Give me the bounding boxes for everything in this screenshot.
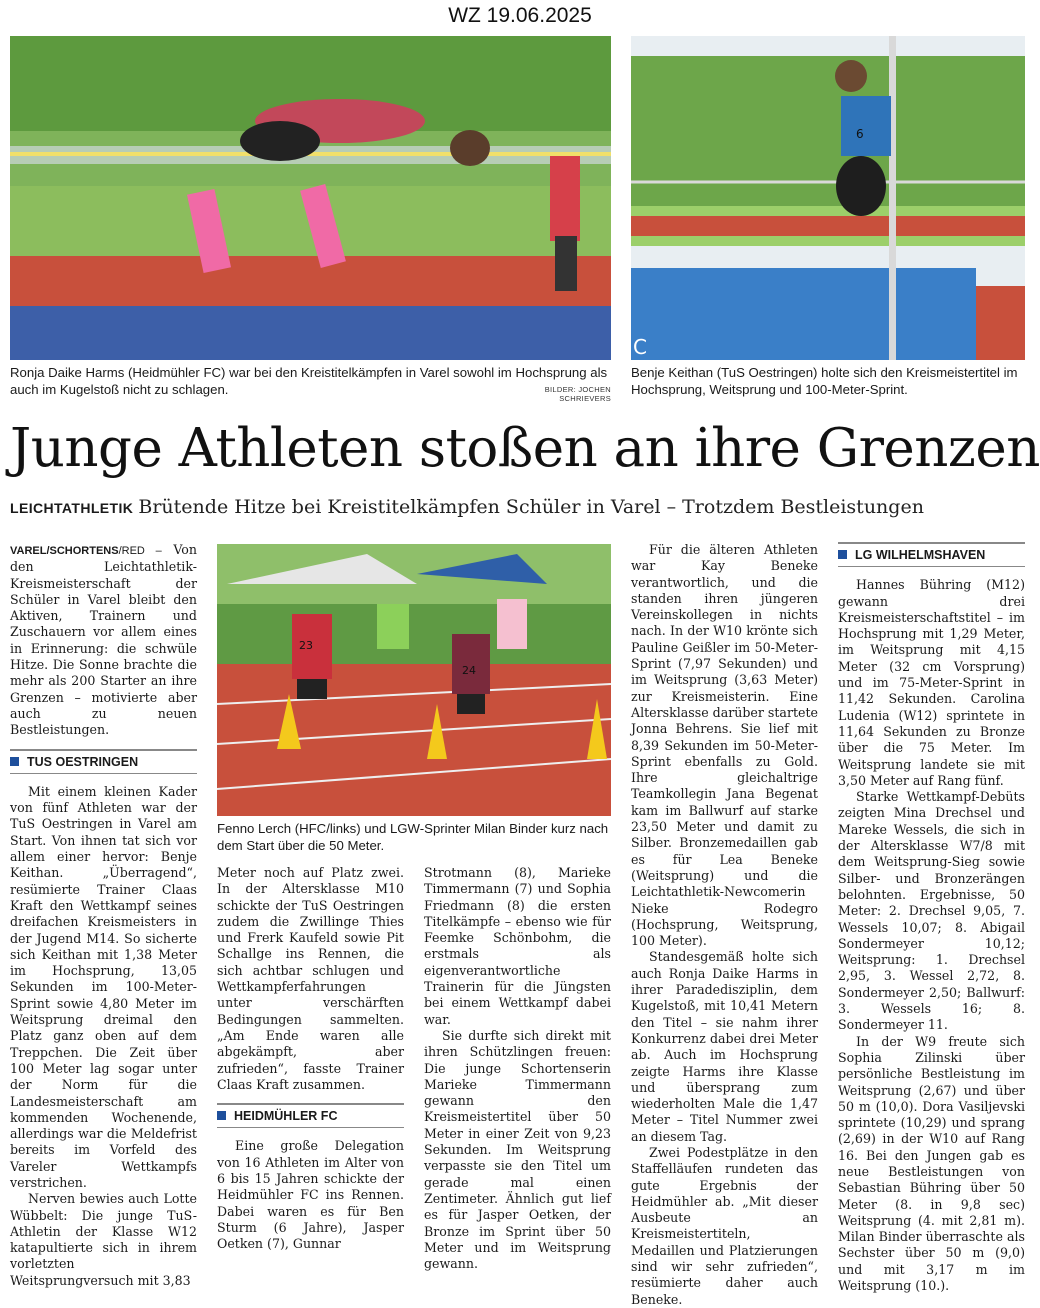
photo-2-mat-mark: C [633, 335, 647, 359]
section-heading-text: TUS OESTRINGEN [27, 754, 139, 769]
photo-high-jump-keithan [631, 36, 1025, 360]
section-marker-icon [217, 1111, 226, 1120]
article-column-1 [10, 542, 197, 1289]
section-heading-lg-wilhelmshaven [838, 542, 1025, 567]
photo-1-caption-text: Ronja Daike Harms (Heidmühler FC) war bei den Kreistitelkämpfen in Varel sowohl im Hochsprung als auch im Kugelstoß nicht zu schlagen. [10, 365, 608, 397]
photo-sprint-start-image [217, 544, 611, 816]
paragraph: Für die älteren Athleten war Kay Beneke verantwortlich, und die standen ihren jüngeren Vereinskollegen in nichts nach. In der W10 krönte sich Pauline Geißler im 50-Meter-Sprint (7,97 Sekunden) und im Weitsprung (3,63 Meter) zur Kreismeisterin. Eine Altersklasse darüber startete Jonna Behrens. Sie lief mit 8,39 Sekunden im 50-Meter-Sprint ebenfalls zu Gold. Ihre gleichaltrige Teamkollegin Jana Begenat kam im Ballwurf auf starke 23,50 Meter und damit zu Silber. Bronzemedaillen gab es für Lea Beneke (Weitsprung) und die Leichtathletik-Newcomerin Nieke Rodegro (Hochsprung, Weitsprung, 100 Meter). [631, 542, 818, 949]
photo-3-bib-left: 23 [299, 639, 313, 652]
paragraph: Nerven bewies auch Lotte Wübbelt: Die junge TuS-Athletin der Klasse W12 katapultierte sich in ihrem vorletzten Weitsprungversuch mit 3,83 [10, 1191, 197, 1288]
photo-3-caption [217, 820, 611, 854]
article-subtitle: Brütende Hitze bei Kreistitelkämpfen Schüler in Varel – Trotzdem Bestleistungen [138, 496, 924, 518]
photo-sprint-start [217, 544, 611, 816]
photo-credit: BILDER: JOCHEN SCHRIEVERS [544, 385, 611, 403]
paragraph: Starke Wettkampf-Debüts zeigten Mina Drechsel und Mareke Wessels, die sich in der Altersklasse W7/8 mit dem Weitsprung-Sieg sowie Silber- und Bronzerängen belohnten. Ergebnisse, 50 Meter: 2. Drechsel 9,05, 7. Wessels 10,07; 8. Abigail Sondermeyer 10,12; Weitsprung: 1. Drechsel 2,95, 3. Wessel 2,72, 8. Sondermeyer 2,50; Ballwurf: 3. Wessels 16; 8. Sondermeyer 11. [838, 789, 1025, 1033]
paragraph: Standesgemäß holte sich auch Ronja Daike Harms in ihrer Paradedisziplin, dem Kugelstoß, mit 10,41 Metern den Titel – sie nahm ihrer Konkurrenz dabei drei Meter ab. Auch im Hochsprung zeigte Harms ihre Klasse und übersprang zum wiederholten Male die 1,47 Meter – Titel Nummer zwei an diesem Tag. [631, 949, 818, 1144]
photo-high-jump-harms-image [10, 36, 611, 360]
photo-3-bib-right: 24 [462, 664, 476, 677]
photo-3-caption-text: Fenno Lerch (HFC/links) und LGW-Sprinter Milan Binder kurz nach dem Start über die 50 Meter. [217, 821, 609, 853]
article-subline [10, 496, 1030, 518]
section-heading-heidmuehler-fc [217, 1103, 404, 1128]
paragraph: Strotmann (8), Marieke Timmermann (7) und Sophia Friedmann (8) die ersten Titelkämpfe – ebenso wie für Feemke Schönbohm, die erstmals als eigenverantwortliche Trainerin für die Jüngsten bei einem Wettkampf dabei war. [424, 865, 611, 1027]
section-heading-text: HEIDMÜHLER FC [234, 1109, 338, 1124]
article-column-4 [631, 542, 818, 1308]
section-heading-tus-oestringen [10, 749, 197, 774]
photo-high-jump-harms [10, 36, 611, 360]
paragraph: Mit einem kleinen Kader von fünf Athleten war der TuS Oestringen in Varel am Start. Von ihnen tat sich vor allem einer hervor: Benje Keithan. „Überragend“, resümierte Trainer Claas Kraft den Wettkampf seines dreifachen Kreismeisters in der Jugend M14. So sicherte sich Keithan mit 1,38 Meter im Hochsprung, 13,05 Sekunden im 100-Meter-Sprint sowie 4,80 Meter im Weitsprung dreimal den Platz ganz oben auf dem Treppchen. Die Zeit über 100 Meter lag sogar unter der Norm für die Landesmeisterschaft am kommenden Wochenende, allerdings war die Meldefrist bereits im Vorfeld des Vareler Wettkampfs verstrichen. [10, 783, 197, 1190]
paragraph: Meter noch auf Platz zwei. In der Altersklasse M10 schickte der TuS Oestringen zudem die Zwillinge Thies und Frerk Kaufeld sowie Pit Schallge ins Rennen, die sich achtbar schlugen und Wettkampferfahrungen unter verschärften Bedingungen sammelten. „Am Ende waren alle abgekämpft, aber zufrieden“, fasste Trainer Claas Kraft zusammen. [217, 865, 404, 1092]
paragraph: Hannes Bühring (M12) gewann drei Kreismeisterschaftstitel – im Hochsprung mit 1,29 Meter, im Weitsprung mit 4,15 Meter (32 cm Vorsprung) und im 75-Meter-Sprint in 11,42 Sekunden. Carolina Ludenia (W12) sprintete in 11,64 Sekunden zu Bronze über die 75 Meter. Im Weitsprung landete sie mit 3,50 Meter auf Rang fünf. [838, 577, 1025, 788]
publication-date: WZ 19.06.2025 [448, 4, 592, 27]
paragraph: Eine große Delegation von 16 Athleten im Alter von 6 bis 15 Jahren schickte der Heidmühler FC ins Rennen. Dabei waren es für Ben Sturm (6 Jahre), Jasper Oetken (7), Gunnar [217, 1138, 404, 1252]
article-intro [10, 542, 197, 739]
photo-2-bib-number: 6 [856, 127, 864, 141]
article-kicker: LEICHTATHLETIK [10, 500, 134, 516]
photo-2-caption-text: Benje Keithan (TuS Oestringen) holte sich den Kreismeistertitel im Hochsprung, Weitsprung und 100-Meter-Sprint. [631, 365, 1018, 397]
dateline-suffix: /RED – [118, 545, 162, 557]
section-marker-icon [838, 550, 847, 559]
article-column-5 [838, 537, 1025, 1294]
photo-high-jump-keithan-image [631, 36, 1025, 360]
section-marker-icon [10, 757, 19, 766]
photo-2-caption [631, 364, 1025, 398]
intro-text: Von den Leichtathletik-Kreismeisterschaft der Schüler in Varel bleibt den Aktiven, Trainern und Zuschauern vor allem eines in Erinnerung: die schwüle Hitze. Die Sonne brachte die mehr als 200 Starter an ihre Grenzen – motivierte aber auch zu neuen Bestleistungen. [10, 542, 197, 738]
article-column-3 [424, 865, 611, 1272]
paragraph: Sie durfte sich direkt mit ihren Schützlingen freuen: Die junge Schortenserin Marieke Timmermann gewann den Kreismeistertitel über 50 Meter in einer Zeit von 9,23 Sekunden. Im Weitsprung verpasste sie den Titel um gerade mal einen Zentimeter. Ähnlich gut lief es für Jasper Oetken, der Bronze im Sprint über 50 Meter und im Weitsprung gewann. [424, 1027, 611, 1272]
article-column-2 [217, 865, 404, 1253]
paragraph: Zwei Podestplätze in den Staffelläufen rundeten das gute Ergebnis der Heidmühler ab. „Mit dieser Ausbeute an Kreismeistertiteln, Medaillen und Platzierungen sind wir sehr zufrieden“, resümierte daher auch Beneke. [631, 1144, 818, 1307]
paragraph: In der W9 freute sich Sophia Zilinski über persönliche Bestleistung im Weitsprung (2,67) und über 50 m (10,0). Dora Vasiljevski sprintete (10,29) und sprang (2,69) in der W10 auf Rang 16. Bei den Jungen gab es neue Bestleistungen von Sebastian Bühring über 50 Meter (8. in 9,8 sec) Weitsprung (4. mit 2,81 m). Milan Binder überraschte als Sechster über 50 m (9,0) und mit 3,17 m im Weitsprung (10.). [838, 1033, 1025, 1294]
dateline: VAREL/SCHORTENS [10, 545, 119, 557]
article-headline: Junge Athleten stoßen an ihre Grenzen [10, 418, 1040, 479]
section-heading-text: LG WILHELMSHAVEN [855, 548, 986, 562]
